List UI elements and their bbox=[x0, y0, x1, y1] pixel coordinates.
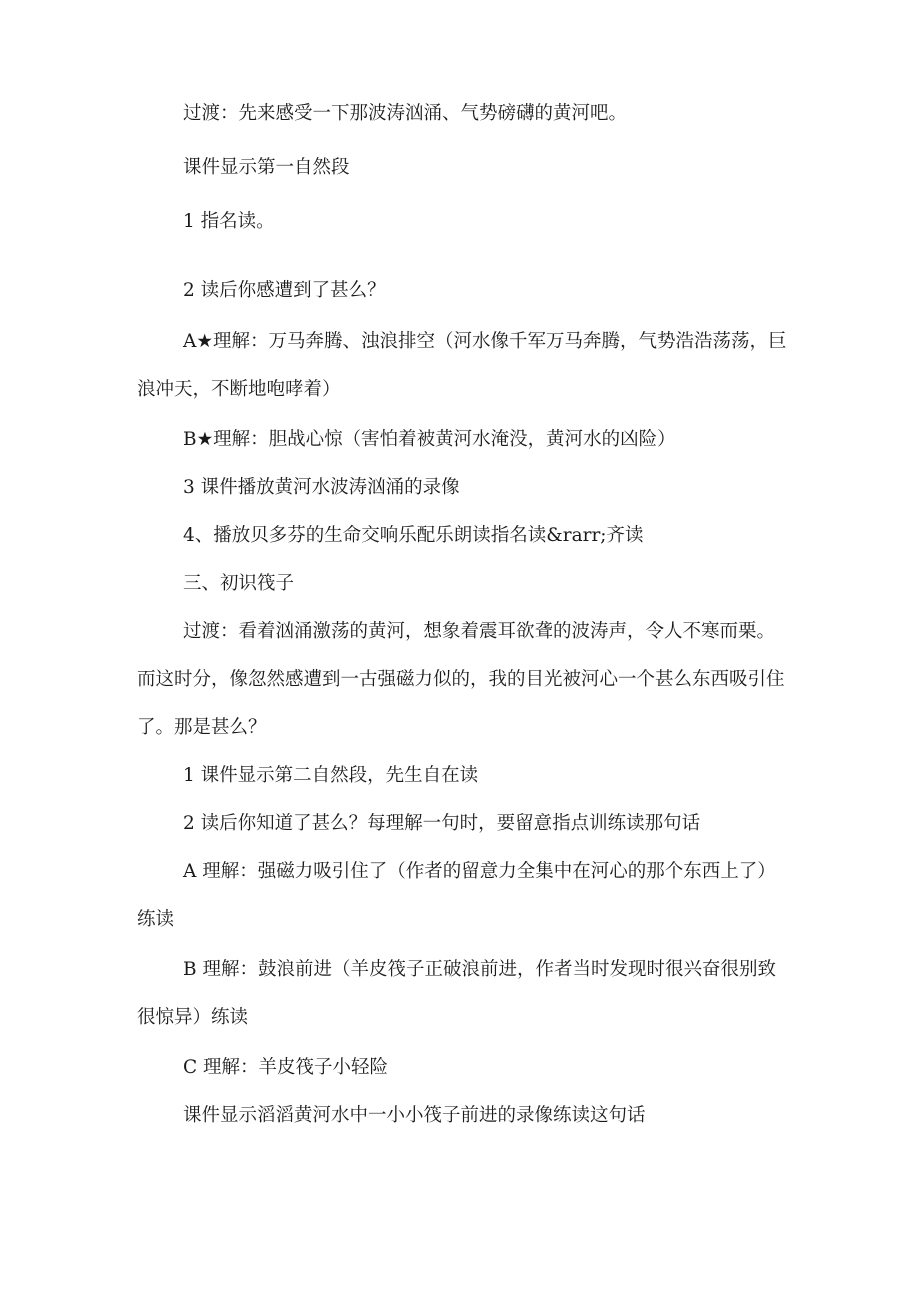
paragraph-step-1b: 1 课件显示第二自然段，先生自在读 bbox=[183, 765, 479, 786]
paragraph-step-1: 1 指名读。 bbox=[183, 211, 275, 232]
paragraph-step-3: 3 课件播放黄河水波涛汹涌的录像 bbox=[183, 477, 460, 498]
paragraph-transition-1: 过渡：先来感受一下那波涛汹涌、气势磅礴的黄河吧。 bbox=[183, 103, 628, 124]
paragraph-courseware-1: 课件显示第一自然段 bbox=[183, 157, 350, 178]
paragraph-step-2b: 2 读后你知道了甚么？每理解一句时，要留意指点训练读那句话 bbox=[183, 813, 701, 834]
paragraph-understanding-a2: A 理解：强磁力吸引住了（作者的留意力全集中在河心的那个东西上了）练读 bbox=[137, 861, 776, 930]
paragraph-step-4: 4、播放贝多芬的生命交响乐配乐朗读指名读&rarr;齐读 bbox=[183, 525, 644, 546]
paragraph-understanding-c: C 理解：羊皮筏子小轻险 bbox=[183, 1057, 389, 1078]
paragraph-transition-2: 过渡：看着汹涌激荡的黄河，想象着震耳欲聋的波涛声，令人不寒而栗。而这时分，像忽然感遭到一古强磁力似的，我的目光被河心一个甚么东西吸引住了。那是甚么？ bbox=[137, 621, 785, 738]
paragraph-understanding-a: A★理解：万马奔腾、浊浪排空（河水像千军万马奔腾，气势浩浩荡荡，巨浪冲天，不断地咆哮着） bbox=[137, 331, 787, 400]
paragraph-understanding-b2: B 理解：鼓浪前进（羊皮筏子正破浪前进，作者当时发现时很兴奋很别致很惊异）练读 bbox=[137, 959, 776, 1028]
section-heading: 三、初识筏子 bbox=[183, 573, 295, 594]
paragraph-understanding-b: B★理解：胆战心惊（害怕着被黄河水淹没，黄河水的凶险） bbox=[183, 429, 676, 450]
paragraph-courseware-2: 课件显示滔滔黄河水中一小小筏子前进的录像练读这句话 bbox=[183, 1105, 646, 1126]
paragraph-step-2: 2 读后你感遭到了甚么？ bbox=[183, 280, 386, 301]
